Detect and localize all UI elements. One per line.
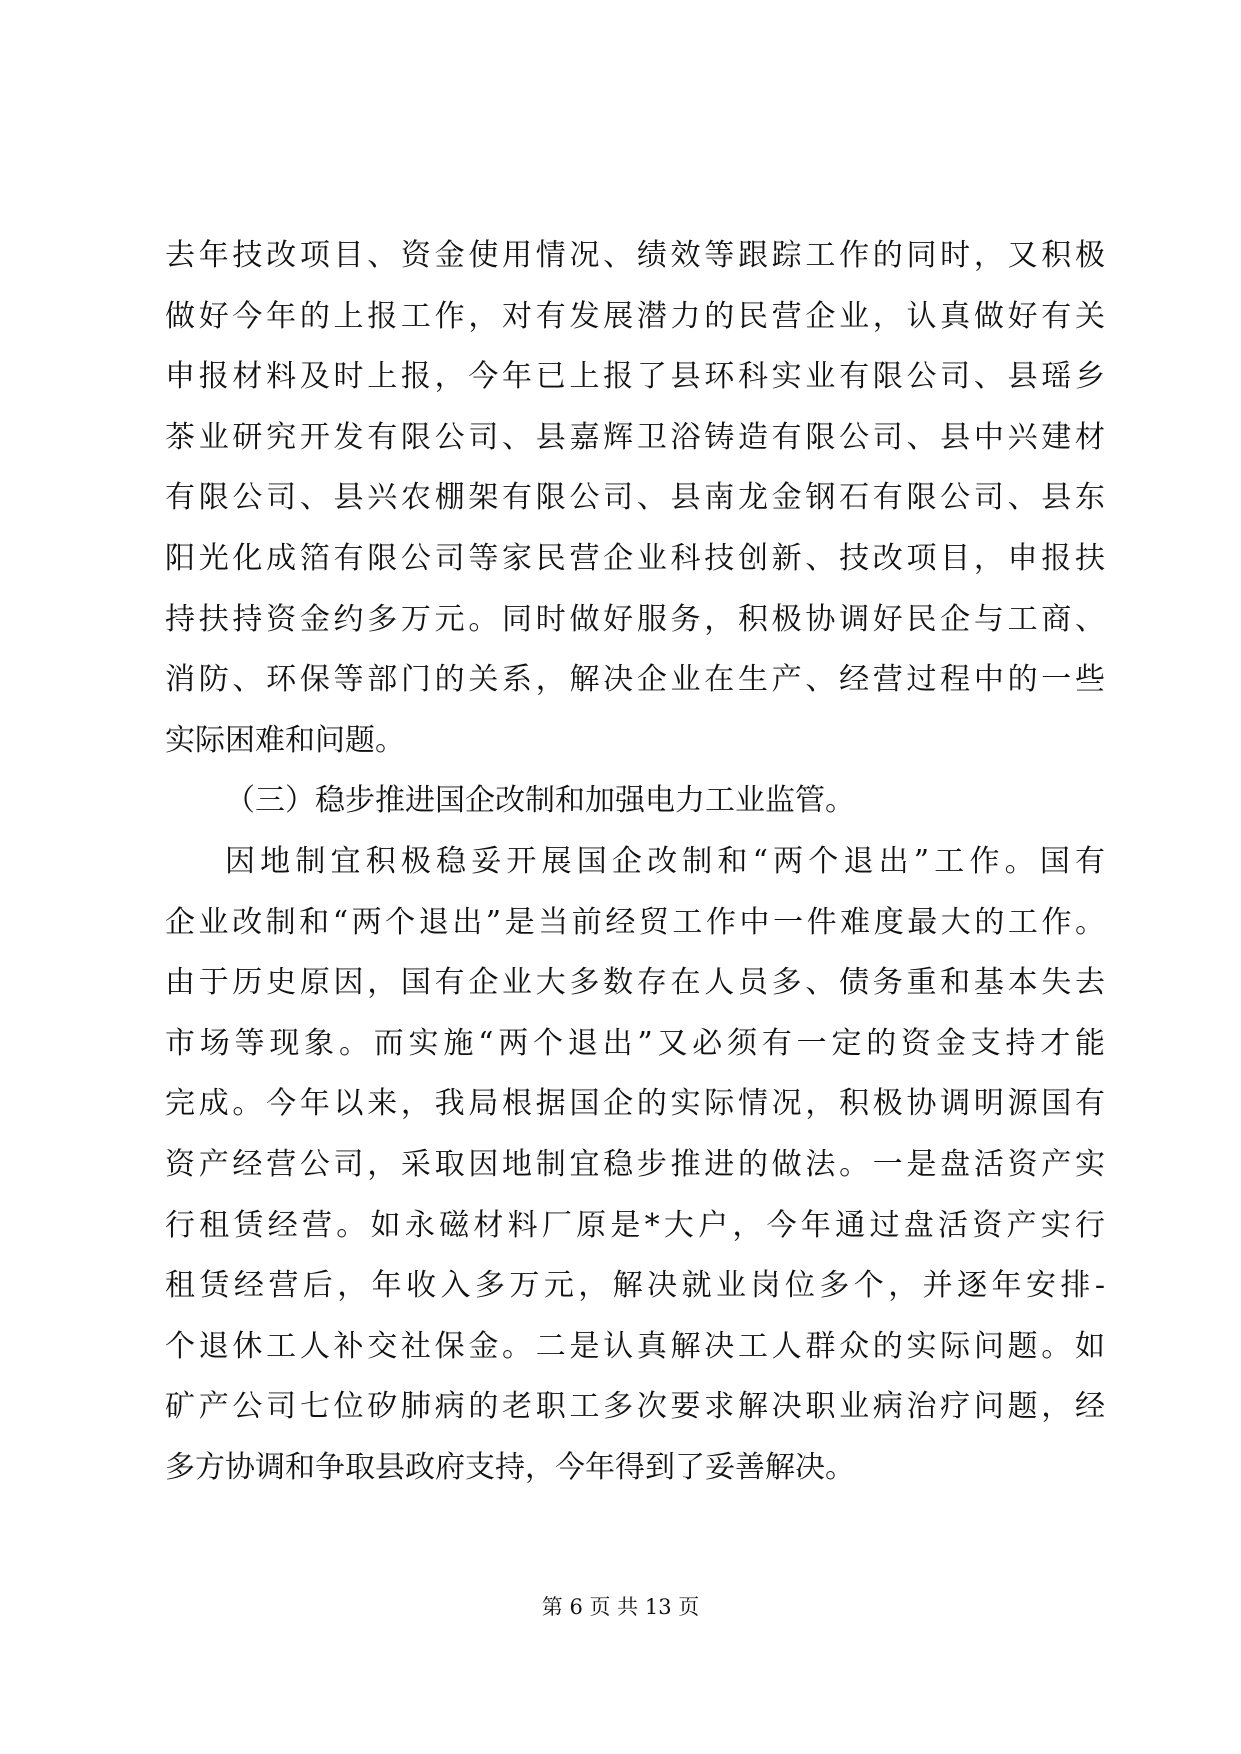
- text-line: 申报材料及时上报，今年已上报了县环科实业有限公司、县瑶乡: [165, 359, 1105, 395]
- text-line: 阳光化成箔有限公司等家民营企业科技创新、技改项目，申报扶: [165, 540, 1105, 576]
- text-line: 茶业研究开发有限公司、县嘉辉卫浴铸造有限公司、县中兴建材: [165, 419, 1105, 455]
- text-line: 行租赁经营。如永磁材料厂原是*大户，今年通过盘活资产实行: [165, 1207, 1105, 1243]
- text-line: 实际困难和问题。: [165, 722, 405, 758]
- text-line: 有限公司、县兴农棚架有限公司、县南龙金钢石有限公司、县东: [165, 480, 1105, 516]
- text-line: 市场等现象。而实施“两个退出”又必须有一定的资金支持才能: [165, 1025, 1105, 1061]
- text-line: 个退休工人补交社保金。二是认真解决工人群众的实际问题。如: [165, 1328, 1105, 1364]
- text-line: （三）稳步推进国企改制和加强电力工业监管。: [225, 783, 855, 819]
- body-text: [165, 226, 1105, 1498]
- text-line: 因地制宜积极稳妥开展国企改制和“两个退出”工作。国有: [225, 843, 1105, 879]
- page-footer: 第 6 页 共 13 页: [541, 1595, 700, 1619]
- text-line: 做好今年的上报工作，对有发展潜力的民营企业，认真做好有关: [165, 298, 1105, 334]
- text-line: 企业改制和“两个退出”是当前经贸工作中一件难度最大的工作。: [165, 904, 1105, 940]
- text-line: 持扶持资金约多万元。同时做好服务，积极协调好民企与工商、: [165, 601, 1105, 637]
- text-line: 矿产公司七位矽肺病的老职工多次要求解决职业病治疗问题，经: [165, 1389, 1105, 1425]
- text-line: 消防、环保等部门的关系，解决企业在生产、经营过程中的一些: [165, 662, 1105, 698]
- text-line: 由于历史原因，国有企业大多数存在人员多、债务重和基本失去: [165, 965, 1105, 1001]
- text-line: 去年技改项目、资金使用情况、绩效等跟踪工作的同时，又积极: [165, 238, 1105, 273]
- text-line: 完成。今年以来，我局根据国企的实际情况，积极协调明源国有: [165, 1086, 1105, 1122]
- text-line: 租赁经营后，年收入多万元，解决就业岗位多个，并逐年安排-: [165, 1268, 1105, 1304]
- text-line: 资产经营公司，采取因地制宜稳步推进的做法。一是盘活资产实: [165, 1146, 1105, 1182]
- text-line: 多方协调和争取县政府支持，今年得到了妥善解决。: [165, 1449, 855, 1485]
